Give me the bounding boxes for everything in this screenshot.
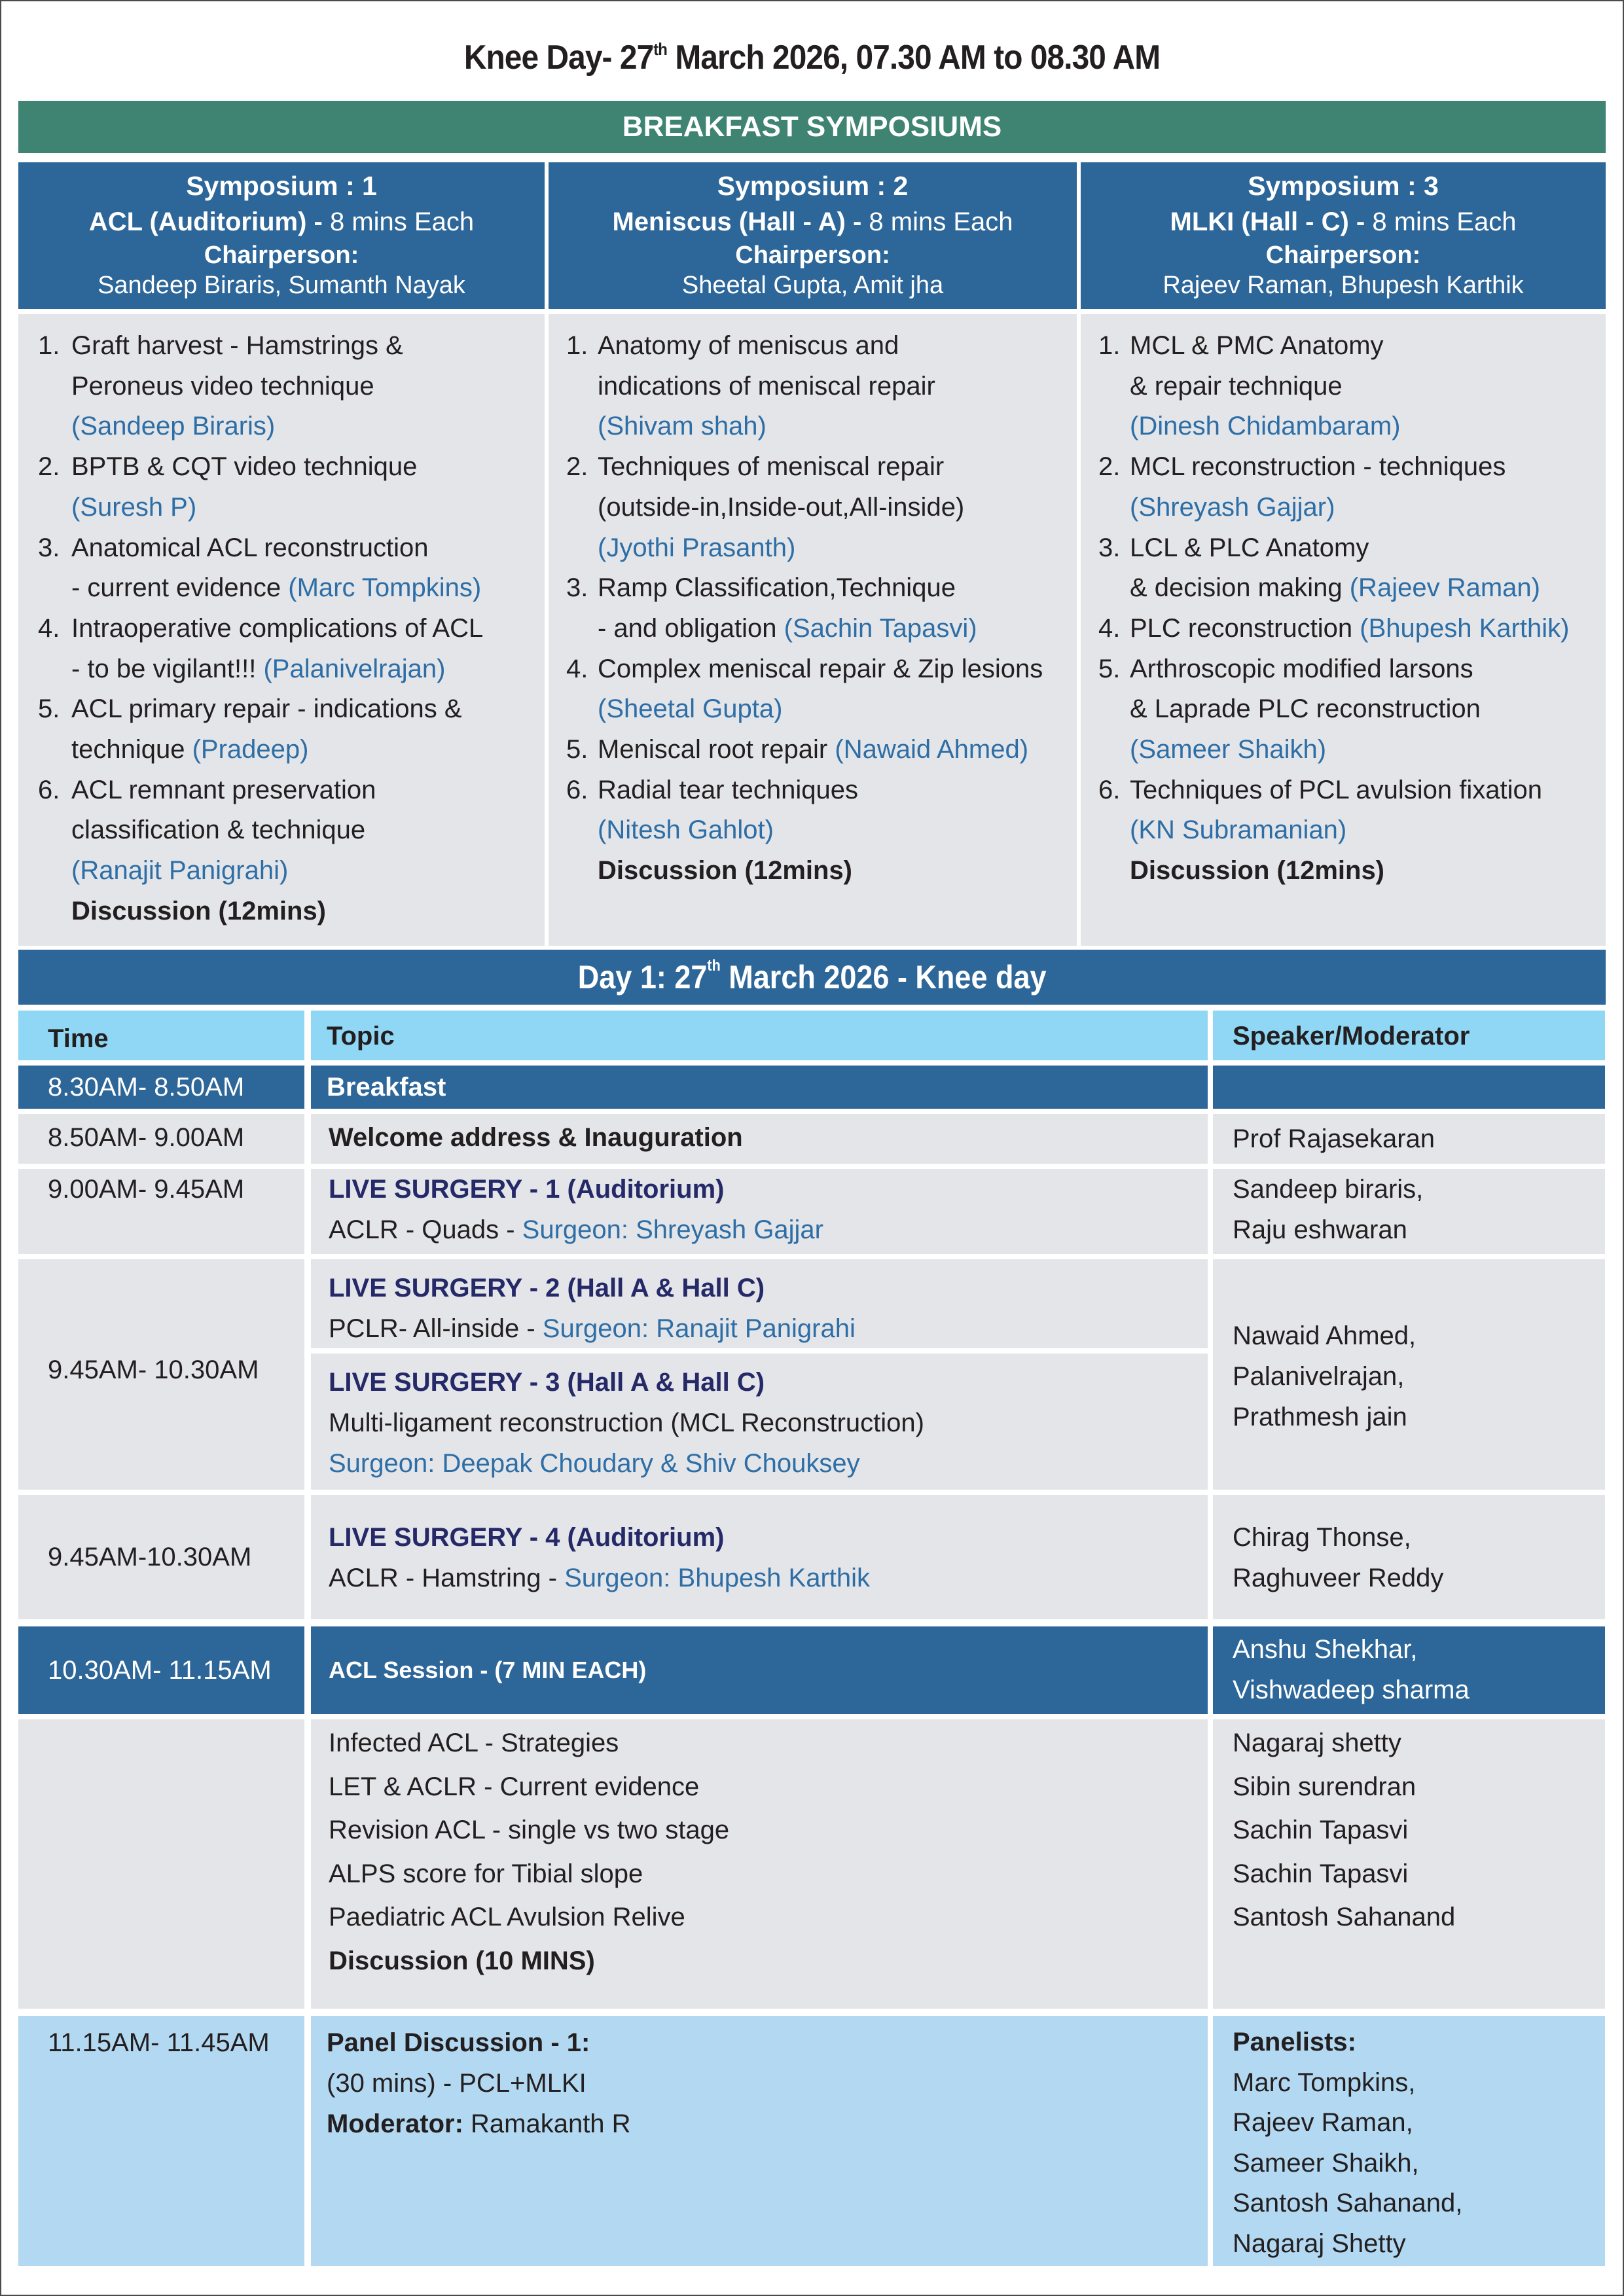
- discussion-label: Discussion (12mins): [1130, 856, 1385, 886]
- talk-speaker: (Sandeep Biraris): [71, 412, 276, 441]
- talk-topic-line: & decision making (Rajeev Raman): [1130, 573, 1540, 603]
- live-surgery-title: LIVE SURGERY - 4 (Auditorium): [329, 1523, 725, 1552]
- moderator-name: Ramakanth R: [463, 2109, 631, 2138]
- talk-topic-line: indications of meniscal repair: [598, 371, 935, 401]
- talk-number: 4.: [566, 654, 588, 683]
- column-header-speaker: Speaker/Moderator: [1213, 1011, 1605, 1060]
- talk-speaker: (Bhupesh Karthik): [1360, 613, 1570, 643]
- talk-speaker: (Shreyash Gajjar): [1130, 492, 1335, 522]
- breakfast-time: 8.30AM- 8.50AM: [18, 1066, 304, 1109]
- talk-topic-line: ACL primary repair - indications &: [71, 694, 462, 724]
- talk-topic-line: Ramp Classification,Technique: [598, 573, 956, 603]
- talk-topic-line: & repair technique: [1130, 371, 1343, 401]
- talk-speaker: (KN Subramanian): [1130, 816, 1347, 845]
- acl-session-time: 10.30AM- 11.15AM: [18, 1626, 304, 1714]
- day1-banner: Day 1: 27th March 2026 - Knee day: [18, 950, 1606, 1005]
- acl-discussion-label: Discussion (10 MINS): [329, 1946, 595, 1975]
- talk-number: 3.: [566, 573, 588, 603]
- talk-speaker: (Jyothi Prasanth): [598, 533, 796, 562]
- live-surgery-1-topic: LIVE SURGERY - 1 (Auditorium) ACLR - Quads - Surgeon: Shreyash Gajjar: [311, 1169, 1208, 1254]
- discussion-label: Discussion (12mins): [598, 856, 853, 886]
- talk-speaker: (Sachin Tapasvi): [784, 613, 977, 643]
- talk-number: 5.: [1098, 654, 1121, 683]
- talk-number: 2.: [38, 452, 60, 482]
- talk-item: [1098, 528, 1606, 609]
- acl-talk-topic: LET & ACLR - Current evidence: [329, 1772, 700, 1801]
- talk-speaker: (Palanivelrajan): [263, 654, 446, 683]
- talk-topic-line: MCL & PMC Anatomy: [1130, 331, 1384, 360]
- panel-panelists: Panelists: Marc Tompkins, Rajeev Raman, Sameer Shaikh, Santosh Sahanand, Nagaraj Shetty: [1213, 2016, 1605, 2266]
- talk-topic-line: & Laprade PLC reconstruction: [1130, 694, 1481, 724]
- live-surgery-2-3-time: 9.45AM- 10.30AM: [18, 1259, 304, 1490]
- symposium-3-header: Symposium : 3 MLKI (Hall - C) - 8 mins Each Chairperson: Rajeev Raman, Bhupesh Karthik: [1081, 162, 1606, 309]
- talk-speaker: (Nawaid Ahmed): [835, 735, 1029, 764]
- talk-topic-line: (outside-in,Inside-out,All-inside): [598, 492, 965, 522]
- acl-talks-speakers: [1213, 1719, 1605, 2009]
- welcome-time: 8.50AM- 9.00AM: [18, 1114, 304, 1164]
- talk-topic-line: technique (Pradeep): [71, 735, 309, 764]
- acl-session-topic: ACL Session - (7 MIN EACH): [311, 1626, 1208, 1714]
- breakfast-speaker: [1213, 1066, 1605, 1109]
- talk-topic-line: Peroneus video technique: [71, 371, 374, 401]
- acl-talk-speaker: Sibin surendran: [1233, 1772, 1416, 1801]
- live-surgery-1-speakers: Sandeep biraris, Raju eshwaran: [1213, 1169, 1605, 1254]
- talk-item: [38, 609, 545, 689]
- surgeon-name: Surgeon: Bhupesh Karthik: [564, 1564, 871, 1592]
- talk-item: [38, 689, 545, 770]
- talk-speaker: (Nitesh Gahlot): [598, 816, 774, 845]
- talk-number: 2.: [1098, 452, 1121, 482]
- talk-speaker: (Sameer Shaikh): [1130, 735, 1327, 764]
- live-surgery-1-time: 9.00AM- 9.45AM: [18, 1169, 304, 1254]
- talk-speaker: (Pradeep): [192, 735, 309, 764]
- talk-number: 6.: [1098, 775, 1121, 804]
- talk-speaker: (Ranajit Panigrahi): [71, 856, 289, 886]
- talk-topic-line: Graft harvest - Hamstrings &: [71, 331, 403, 360]
- talk-item: [38, 447, 545, 528]
- live-surgery-title: LIVE SURGERY - 1 (Auditorium): [329, 1175, 725, 1204]
- talk-topic-line: PLC reconstruction (Bhupesh Karthik): [1130, 613, 1570, 643]
- live-surgery-2-3-speakers: Nawaid Ahmed, Palanivelrajan, Prathmesh jain: [1213, 1259, 1605, 1490]
- talk-speaker: (Rajeev Raman): [1349, 573, 1540, 603]
- talk-number: 4.: [1098, 613, 1121, 643]
- talk-item: [566, 770, 1077, 851]
- talk-number: 5.: [38, 694, 60, 724]
- symposium-number: Symposium : 2: [717, 171, 909, 201]
- welcome-speaker: Prof Rajasekaran: [1213, 1114, 1605, 1164]
- live-surgery-4-time: 9.45AM-10.30AM: [18, 1495, 304, 1619]
- talk-speaker: (Suresh P): [71, 492, 197, 522]
- symposium-3-talks: [1081, 314, 1606, 946]
- discussion-label: Discussion (12mins): [71, 896, 327, 925]
- chairpersons: Rajeev Raman, Bhupesh Karthik: [1163, 272, 1524, 299]
- talk-number: 1.: [566, 331, 588, 360]
- live-surgery-3-topic: LIVE SURGERY - 3 (Hall A & Hall C) Multi-ligament reconstruction (MCL Reconstruction) Surgeon: Deepak Choudary & Shiv Chouksey: [311, 1354, 1208, 1490]
- acl-talk-speaker: Sachin Tapasvi: [1233, 1859, 1409, 1888]
- talk-item: [1098, 447, 1606, 528]
- talk-item: [1098, 770, 1606, 851]
- talk-speaker: (Sheetal Gupta): [598, 694, 783, 724]
- talk-topic-line: Anatomical ACL reconstruction: [71, 533, 429, 562]
- talk-topic-line: MCL reconstruction - techniques: [1130, 452, 1506, 482]
- talk-topic-line: Complex meniscal repair & Zip lesions: [598, 654, 1043, 683]
- symposium-2-talks: [549, 314, 1077, 946]
- talk-item: [38, 528, 545, 609]
- acl-talk-speaker: Nagaraj shetty: [1233, 1729, 1401, 1757]
- talk-number: 6.: [566, 775, 588, 804]
- acl-talk-speaker: Sachin Tapasvi: [1233, 1816, 1409, 1844]
- talk-number: 2.: [566, 452, 588, 482]
- talk-topic-line: Techniques of meniscal repair: [598, 452, 945, 482]
- panel-time: 11.15AM- 11.45AM: [18, 2016, 304, 2266]
- acl-talk-topic: Infected ACL - Strategies: [329, 1729, 619, 1757]
- talk-topic-line: BPTB & CQT video technique: [71, 452, 418, 482]
- panelist-name: Rajeev Raman,: [1233, 2108, 1413, 2137]
- acl-talk-topic: ALPS score for Tibial slope: [329, 1859, 643, 1888]
- acl-talks-time: [18, 1719, 304, 2009]
- talk-item: [1098, 326, 1606, 447]
- talk-item: [1098, 609, 1606, 649]
- talk-topic-line: Techniques of PCL avulsion fixation: [1130, 775, 1542, 804]
- acl-talk-speaker: Santosh Sahanand: [1233, 1903, 1456, 1931]
- live-surgery-title: LIVE SURGERY - 3 (Hall A & Hall C): [329, 1368, 765, 1397]
- symposium-2-header: Symposium : 2 Meniscus (Hall - A) - 8 mins Each Chairperson: Sheetal Gupta, Amit jha: [549, 162, 1077, 309]
- talk-topic-line: Intraoperative complications of ACL: [71, 613, 484, 643]
- talk-number: 5.: [566, 735, 588, 764]
- talk-topic-line: - and obligation (Sachin Tapasvi): [598, 613, 977, 643]
- symposium-1-talks: [18, 314, 545, 946]
- talk-number: 1.: [38, 331, 60, 360]
- acl-talks-topics: [311, 1719, 1208, 2009]
- acl-talk-topic: Paediatric ACL Avulsion Relive: [329, 1903, 685, 1931]
- talk-topic-line: - current evidence (Marc Tompkins): [71, 573, 482, 603]
- symposium-number: Symposium : 1: [186, 171, 377, 201]
- talk-item: [1098, 649, 1606, 770]
- symposium-number: Symposium : 3: [1248, 171, 1439, 201]
- chairpersons: Sandeep Biraris, Sumanth Nayak: [98, 272, 465, 299]
- talk-item: [566, 326, 1077, 447]
- talk-topic-line: classification & technique: [71, 816, 366, 845]
- panel-title: Panel Discussion - 1:: [327, 2028, 590, 2057]
- talk-speaker: (Shivam shah): [598, 412, 767, 441]
- live-surgery-title: LIVE SURGERY - 2 (Hall A & Hall C): [329, 1274, 765, 1302]
- welcome-topic: Welcome address & Inauguration: [311, 1114, 1208, 1164]
- talk-item: [566, 568, 1077, 649]
- chairpersons: Sheetal Gupta, Amit jha: [681, 272, 944, 299]
- surgeon-name: Surgeon: Shreyash Gajjar: [522, 1215, 823, 1244]
- talk-number: 6.: [38, 775, 60, 804]
- talk-topic-line: - to be vigilant!!! (Palanivelrajan): [71, 654, 446, 683]
- panelist-name: Nagaraj Shetty: [1233, 2229, 1406, 2258]
- surgeon-name: Surgeon: Deepak Choudary & Shiv Chouksey: [329, 1449, 860, 1478]
- acl-session-moderators: Anshu Shekhar, Vishwadeep sharma: [1213, 1626, 1605, 1714]
- breakfast-symposiums-banner: BREAKFAST SYMPOSIUMS: [18, 101, 1606, 153]
- panelist-name: Sameer Shaikh,: [1233, 2148, 1419, 2178]
- surgeon-name: Surgeon: Ranajit Panigrahi: [542, 1314, 856, 1343]
- talk-topic-line: Anatomy of meniscus and: [598, 331, 899, 360]
- talk-topic-line: Meniscal root repair (Nawaid Ahmed): [598, 735, 1029, 764]
- panelist-name: Santosh Sahanand,: [1233, 2189, 1463, 2217]
- talk-number: 4.: [38, 613, 60, 643]
- talk-item: [38, 770, 545, 891]
- talk-item: [38, 326, 545, 447]
- column-header-topic: Topic: [311, 1011, 1208, 1060]
- talk-topic-line: LCL & PLC Anatomy: [1130, 533, 1369, 562]
- talk-topic-line: ACL remnant preservation: [71, 775, 376, 804]
- live-surgery-2-topic: LIVE SURGERY - 2 (Hall A & Hall C) PCLR- All-inside - Surgeon: Ranajit Panigrahi: [311, 1259, 1208, 1348]
- symposium-1-header: Symposium : 1 ACL (Auditorium) - 8 mins Each Chairperson: Sandeep Biraris, Sumanth Nayak: [18, 162, 545, 309]
- talk-item: [566, 447, 1077, 568]
- talk-number: 1.: [1098, 331, 1121, 360]
- column-header-time: Time: [18, 1011, 304, 1060]
- talk-item: [566, 649, 1077, 730]
- live-surgery-4-speakers: Chirag Thonse, Raghuveer Reddy: [1213, 1495, 1605, 1619]
- panel-topic: Panel Discussion - 1: (30 mins) - PCL+MLKI Moderator: Ramakanth R: [311, 2016, 1208, 2266]
- talk-number: 3.: [1098, 533, 1121, 562]
- talk-speaker: (Marc Tompkins): [288, 573, 482, 603]
- talk-item: [566, 730, 1077, 770]
- talk-topic-line: Radial tear techniques: [598, 775, 859, 804]
- live-surgery-4-topic: LIVE SURGERY - 4 (Auditorium) ACLR - Hamstring - Surgeon: Bhupesh Karthik: [311, 1495, 1208, 1619]
- page-title: Knee Day- 27th March 2026, 07.30 AM to 08.30 AM: [463, 39, 1161, 77]
- panelist-name: Marc Tompkins,: [1233, 2068, 1416, 2097]
- breakfast-topic: Breakfast: [311, 1066, 1208, 1109]
- talk-number: 3.: [38, 533, 60, 562]
- talk-speaker: (Dinesh Chidambaram): [1130, 412, 1401, 441]
- acl-talk-topic: Revision ACL - single vs two stage: [329, 1816, 730, 1844]
- talk-topic-line: Arthroscopic modified larsons: [1130, 654, 1473, 683]
